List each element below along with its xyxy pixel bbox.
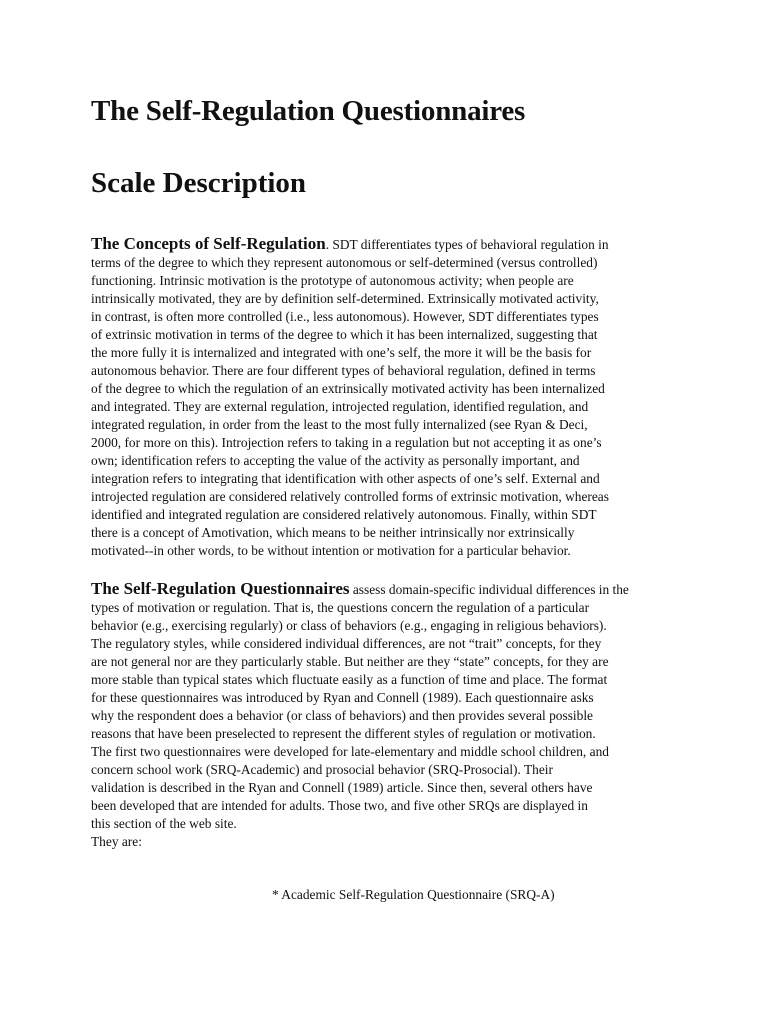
questionnaires-line: validation is described in the Ryan and Connell (1989) article. Since then, several others have	[91, 780, 593, 795]
concepts-line: there is a concept of Amotivation, which means to be neither intrinsically nor extrinsically	[91, 525, 575, 540]
questionnaires-line-0: assess domain-specific individual differences in the	[349, 582, 629, 597]
questionnaires-line: why the respondent does a behavior (or class of behaviors) and then provides several possible	[91, 708, 594, 723]
questionnaires-line: reasons that have been preselected to represent the different styles of regulation or motivation.	[91, 726, 596, 741]
questionnaires-lead: The Self-Regulation Questionnaires	[91, 579, 350, 598]
concepts-paragraph	[91, 235, 691, 560]
paragraph-line	[91, 235, 691, 254]
paragraph-line	[91, 580, 691, 599]
questionnaires-line: types of motivation or regulation. That is, the questions concern the regulation of a particular	[91, 600, 590, 615]
concepts-line: autonomous behavior. There are four different types of behavioral regulation, defined in terms	[91, 363, 596, 378]
concepts-line: terms of the degree to which they represent autonomous or self-determined (versus controlled)	[91, 255, 598, 270]
questionnaires-line: The regulatory styles, while considered individual differences, are not “trait” concepts, for they	[91, 636, 602, 651]
concepts-line: and integrated. They are external regulation, introjected regulation, identified regulation, and	[91, 399, 589, 414]
questionnaires-line: this section of the web site.	[91, 816, 237, 831]
concepts-line: of extrinsic motivation in terms of the degree to which it has been internalized, suggesting that	[91, 327, 598, 342]
questionnaires-paragraph	[91, 580, 691, 851]
questionnaires-line: more stable than typical states which fluctuate easily as a function of time and place. The format	[91, 672, 608, 687]
questionnaires-line: for these questionnaires was introduced by Ryan and Connell (1989). Each questionnaire asks	[91, 690, 594, 705]
concepts-line: motivated--in other words, to be without intention or motivation for a particular behavior.	[91, 543, 571, 558]
concepts-line: in contrast, is often more controlled (i.e., less autonomous). However, SDT differentiates types	[91, 309, 599, 324]
concepts-line: functioning. Intrinsic motivation is the prototype of autonomous activity; when people are	[91, 273, 574, 288]
concepts-line: integration refers to integrating that identification with other aspects of one’s self. External and	[91, 471, 600, 486]
questionnaires-line: behavior (e.g., exercising regularly) or class of behaviors (e.g., engaging in religious behaviors).	[91, 618, 607, 633]
concepts-line: 2000, for more on this). Introjection refers to taking in a regulation but not accepting it as one’s	[91, 435, 602, 450]
section-heading: Scale Description	[91, 167, 307, 199]
questionnaires-line: are not general nor are they particularly stable. But neither are they “state” concepts, for they are	[91, 654, 609, 669]
concepts-line: identified and integrated regulation are considered relatively autonomous. Finally, within SDT	[91, 507, 597, 522]
questionnaires-line: concern school work (SRQ-Academic) and prosocial behavior (SRQ-Prosocial). Their	[91, 762, 553, 777]
document-title: The Self-Regulation Questionnaires	[91, 95, 526, 127]
concepts-line: own; identification refers to accepting the value of the activity as personally important, and	[91, 453, 580, 468]
questionnaire-list-item: * Academic Self-Regulation Questionnaire (SRQ-A)	[272, 887, 555, 902]
concepts-line: of the degree to which the regulation of an extrinsically motivated activity has been internalized	[91, 381, 605, 396]
concepts-line: the more fully it is internalized and integrated with one’s self, the more it will be the basis for	[91, 345, 592, 360]
concepts-line: integrated regulation, in order from the least to the most fully internalized (see Ryan & Deci,	[91, 417, 588, 432]
questionnaires-line: They are:	[91, 834, 142, 849]
concepts-line-0: . SDT differentiates types of behavioral regulation in	[325, 237, 609, 252]
concepts-line: introjected regulation are considered relatively controlled forms of extrinsic motivation, whereas	[91, 489, 609, 504]
concepts-line: intrinsically motivated, they are by definition self-determined. Extrinsically motivated activity,	[91, 291, 599, 306]
questionnaires-line: The first two questionnaires were developed for late-elementary and middle school children, and	[91, 744, 609, 759]
questionnaires-line: been developed that are intended for adults. Those two, and five other SRQs are displayed in	[91, 798, 588, 813]
concepts-lead: The Concepts of Self-Regulation	[91, 234, 326, 253]
